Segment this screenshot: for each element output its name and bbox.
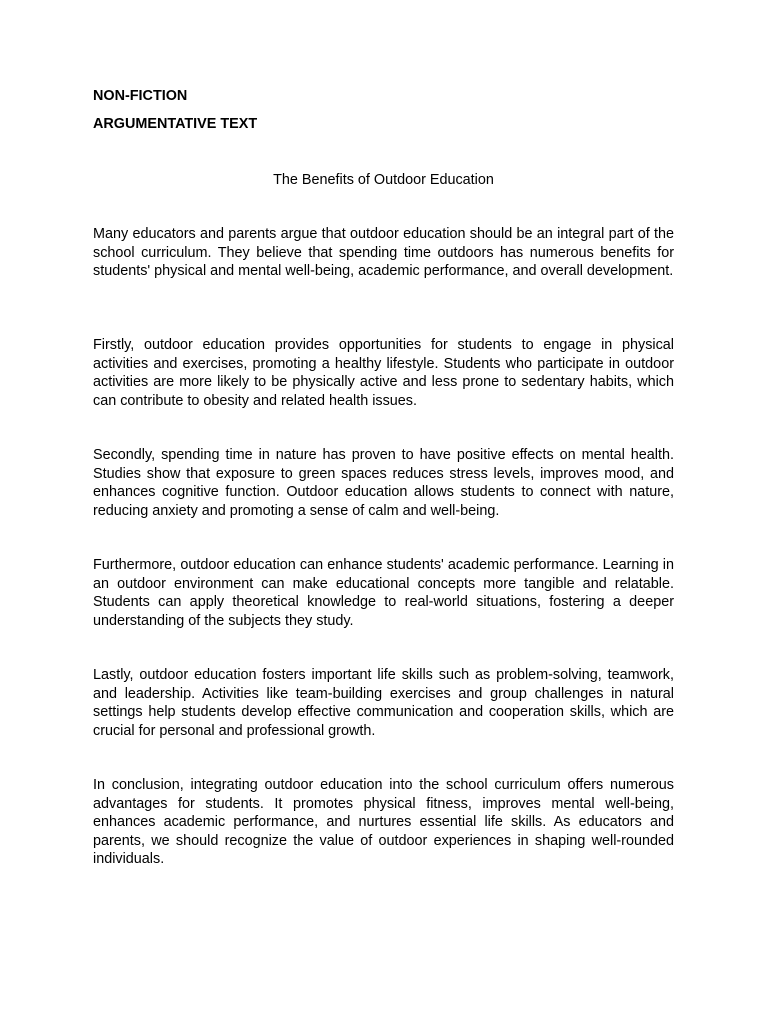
paragraph-conclusion: In conclusion, integrating outdoor education into the school curriculum offers numerous advantages for students. It promotes physical fitness, improves mental well-being, enhances academic performance, and nurtures essential life skills. As educators and parents, we should recognize the value of outdoor experiences in shaping well-rounded individuals. (93, 777, 674, 868)
paragraph-academic-performance: Furthermore, outdoor education can enhance students' academic performance. Learning in an outdoor environment can make educational concepts more tangible and relatable. Students can apply theoretical knowledge to real-world situations, fostering a deeper understanding of the subjects they study. (93, 557, 674, 629)
paragraph-life-skills: Lastly, outdoor education fosters important life skills such as problem-solving, teamwork, and leadership. Activities like team-building exercises and group challenges in natural settings help students develop effective communication and cooperation skills, which are crucial for personal and professional growth. (93, 667, 674, 739)
subcategory-heading: ARGUMENTATIVE TEXT (93, 116, 258, 132)
document-title: The Benefits of Outdoor Education (273, 172, 494, 188)
paragraph-mental-health: Secondly, spending time in nature has proven to have positive effects on mental health. Studies show that exposure to green spaces reduces stress levels, improves mood, and enhances cognitive function. Outdoor education allows students to connect with nature, reducing anxiety and promoting a sense of calm and well-being. (93, 447, 674, 519)
category-heading: NON-FICTION (93, 88, 188, 104)
paragraph-introduction: Many educators and parents argue that outdoor education should be an integral part of the school curriculum. They believe that spending time outdoors has numerous benefits for students' physical and mental well-being, academic performance, and overall development. (93, 226, 674, 280)
paragraph-physical-health: Firstly, outdoor education provides opportunities for students to engage in physical activities and exercises, promoting a healthy lifestyle. Students who participate in outdoor activities are more likely to be physically active and less prone to sedentary habits, which can contribute to obesity and related health issues. (93, 337, 674, 409)
